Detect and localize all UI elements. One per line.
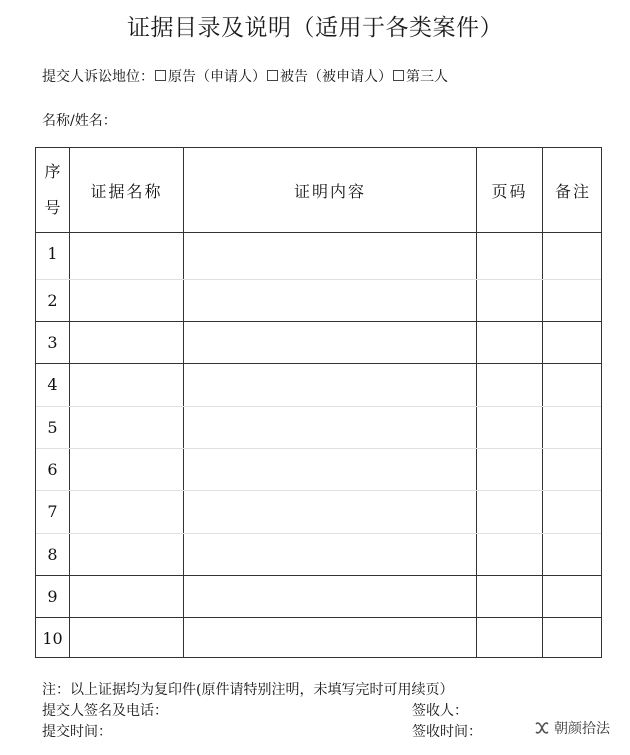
receiver-label: 签收人： [412,703,468,719]
option-plaintiff: 原告（申请人） [168,69,266,85]
row-divider [36,279,601,280]
row-divider [36,321,601,322]
header-remarks: 备注 [554,181,591,201]
name-field-label: 名称/姓名： [42,113,117,129]
row-number: 5 [47,418,58,437]
wechat-channel-icon [534,720,550,736]
row-number: 6 [47,460,58,479]
checkbox-plaintiff[interactable] [155,70,166,81]
row-number: 1 [47,244,58,263]
row-divider [36,232,601,233]
row-number: 2 [47,291,58,310]
party-status-line [42,66,448,86]
footer-note: 注：以上证据均为复印件(原件请特别注明，未填写完时可用续页） [42,682,454,698]
submitter-sign-label: 提交人签名及电话： [42,703,168,719]
receive-time-label: 签收时间： [412,724,482,740]
row-divider [36,363,601,364]
row-divider [36,617,601,618]
header-proof-content: 证明内容 [293,181,366,201]
row-number: 9 [47,587,58,606]
row-number: 8 [47,545,58,564]
page-title: 证据目录及说明（适用于各类案件） [127,15,503,41]
submit-time-label: 提交时间： [42,724,112,740]
header-page-no: 页码 [491,181,528,201]
row-divider [36,533,601,534]
row-divider [36,575,601,576]
row-divider [36,406,601,407]
watermark [534,718,610,738]
row-divider [36,448,601,449]
header-seq-top: 序 [44,162,61,181]
row-number: 7 [47,502,58,521]
header-seq-bottom: 号 [44,198,61,217]
party-status-label: 提交人诉讼地位： [42,69,154,85]
checkbox-third-party[interactable] [393,70,404,81]
row-divider [36,490,601,491]
option-third-party: 第三人 [406,69,448,85]
header-seq [36,148,69,232]
row-number: 10 [42,629,63,648]
row-number: 3 [47,333,58,352]
header-evidence-name: 证据名称 [90,181,163,201]
row-number: 4 [47,375,58,394]
receiver-block [412,701,482,743]
footer-notes [42,680,453,743]
checkbox-defendant[interactable] [267,70,278,81]
option-defendant: 被告（被申请人） [280,69,392,85]
watermark-text: 朝颜拾法 [554,721,610,737]
evidence-table [35,147,602,658]
